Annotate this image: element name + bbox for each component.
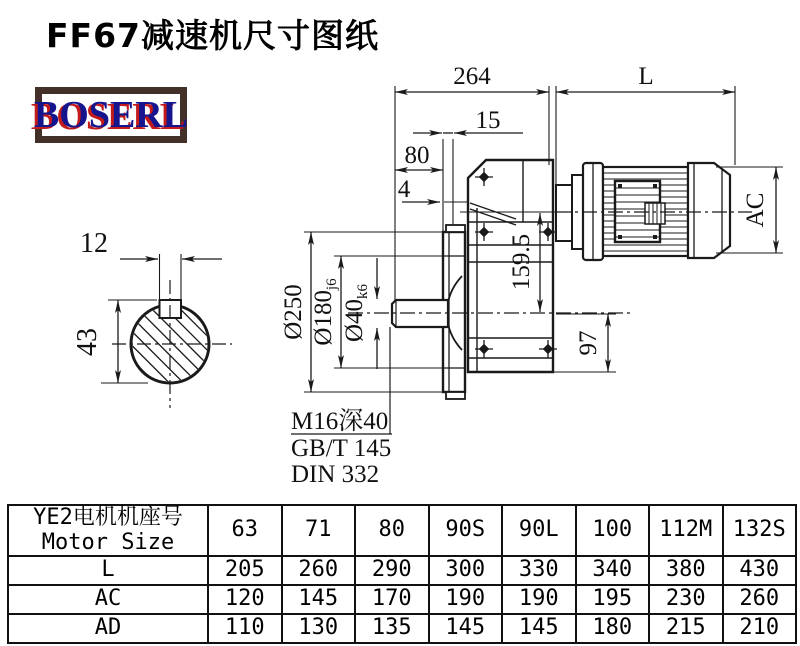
cell: 195 xyxy=(576,585,650,614)
col-header: 90L xyxy=(502,505,576,556)
cell: 145 xyxy=(429,614,503,643)
col-header: 71 xyxy=(282,505,356,556)
dim-12-label: 12 xyxy=(80,228,108,259)
shaft-section-view xyxy=(97,254,245,417)
dim-AC-label: AC xyxy=(742,192,769,228)
cell: 430 xyxy=(723,556,797,585)
dim-264-label: 264 xyxy=(453,63,491,90)
cell: 170 xyxy=(355,585,429,614)
dim-12 xyxy=(120,254,222,299)
cell: 300 xyxy=(429,556,503,585)
page-title: FF67减速机尺寸图纸 xyxy=(46,16,380,55)
brand-logo-text: BOSERL xyxy=(33,94,189,136)
dim-40-label: $Ø40_{k6}$ xyxy=(341,283,371,343)
dim-80-label: 80 xyxy=(404,142,430,169)
dim-43-label: 43 xyxy=(72,328,103,356)
cell: 380 xyxy=(649,556,723,585)
note-gbt: GB/T 145 xyxy=(291,435,392,462)
table-header-row xyxy=(8,505,796,556)
col-header: 132S xyxy=(723,505,797,556)
cell: 205 xyxy=(208,556,282,585)
cell: 215 xyxy=(649,614,723,643)
motor-terminal-detail xyxy=(645,203,665,224)
row-label: AD xyxy=(8,614,208,643)
motor-size-table xyxy=(7,504,797,644)
table-row-L xyxy=(8,556,796,585)
dim-4-label: 4 xyxy=(397,176,411,203)
cell: 190 xyxy=(429,585,503,614)
col-header: 80 xyxy=(355,505,429,556)
cell: 210 xyxy=(723,614,797,643)
cell: 135 xyxy=(355,614,429,643)
note-thread: M16深40 xyxy=(291,408,389,435)
col-header: 100 xyxy=(576,505,650,556)
cell: 110 xyxy=(208,614,282,643)
row-label: AC xyxy=(8,585,208,614)
cell: 230 xyxy=(649,585,723,614)
col-header: 112M xyxy=(649,505,723,556)
dim-97-label: 97 xyxy=(575,330,602,356)
table-row-AD xyxy=(8,614,796,643)
cell: 130 xyxy=(282,614,356,643)
note-din: DIN 332 xyxy=(291,461,380,488)
row-label: L xyxy=(8,556,208,585)
cell: 180 xyxy=(576,614,650,643)
col-header: 90S xyxy=(429,505,503,556)
motor-adapter xyxy=(556,185,572,241)
dim-159-label: 159.5 xyxy=(508,233,535,291)
header-motor-size: YE2电机机座号 Motor Size xyxy=(8,505,208,556)
dim-180-label: $Ø180_{j6}$ xyxy=(310,278,340,346)
cell: 120 xyxy=(208,585,282,614)
cell: 145 xyxy=(502,614,576,643)
cell: 330 xyxy=(502,556,576,585)
table-row-AC xyxy=(8,585,796,614)
cell: 260 xyxy=(723,585,797,614)
cell: 290 xyxy=(355,556,429,585)
cell: 145 xyxy=(282,585,356,614)
cell: 260 xyxy=(282,556,356,585)
dim-L-label: L xyxy=(638,63,654,90)
col-header: 63 xyxy=(208,505,282,556)
cell: 190 xyxy=(502,585,576,614)
dim-250-label: Ø250 xyxy=(280,284,307,340)
cell: 340 xyxy=(576,556,650,585)
dim-15-label: 15 xyxy=(475,107,501,134)
